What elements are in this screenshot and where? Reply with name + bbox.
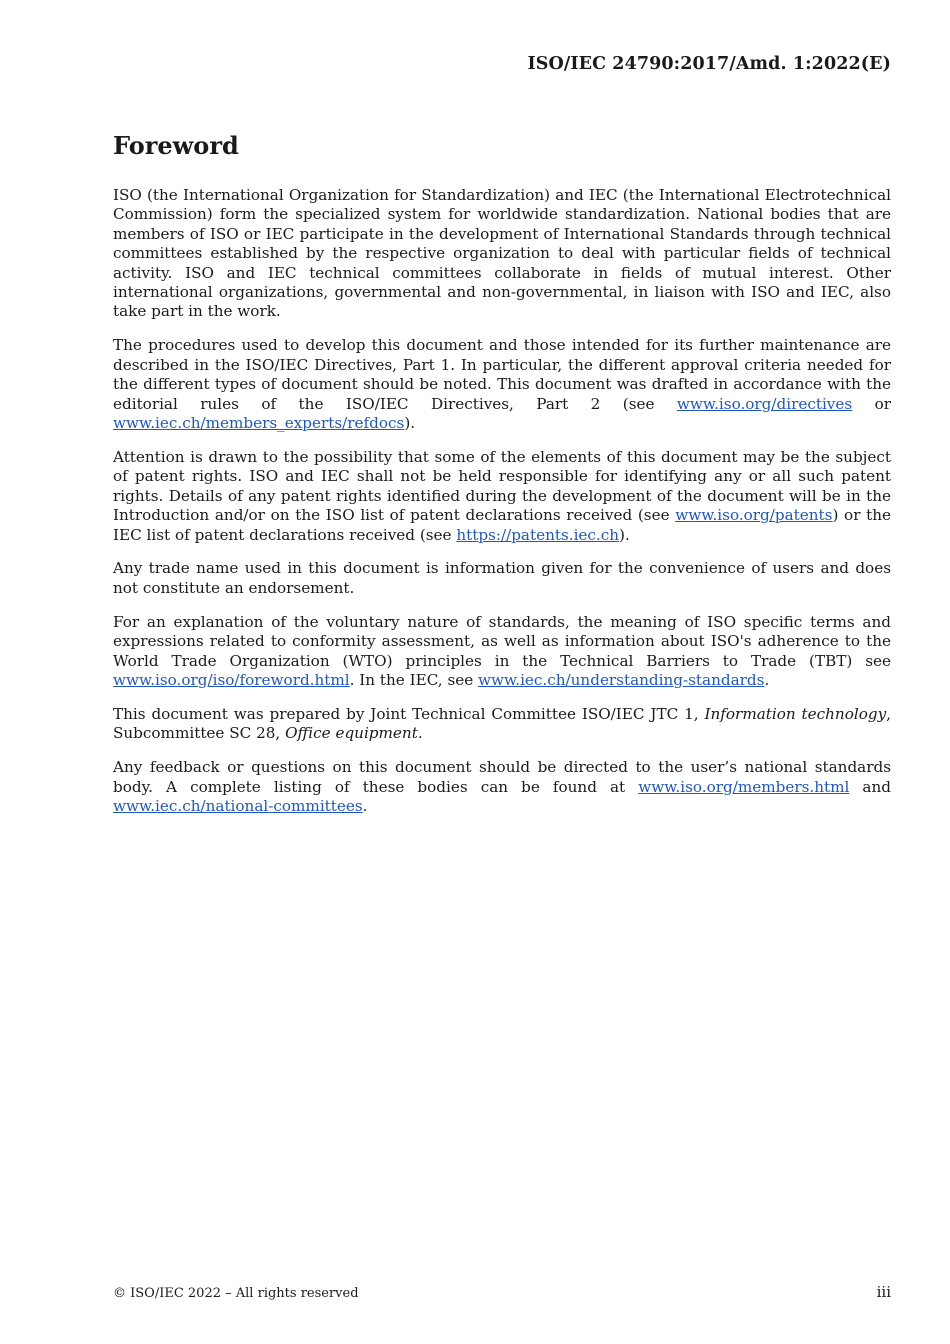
subcommittee-title: Office equipment (285, 724, 418, 743)
paragraph-text: The procedures used to develop this document and those intended for its further maintenance are described in the ISO/IEC Directives, Part 1. In particular, the different approval criteria needed for the different types of document should be noted. This document was drafted in accordance with the editorial rules of the ISO/IEC Directives, Part 2 (see (113, 336, 891, 413)
iso-foreword-link[interactable]: www.iso.org/iso/foreword.html (113, 670, 350, 689)
iec-national-committees-link[interactable]: www.iec.ch/national-committees (113, 796, 363, 815)
paragraph-trade-name (113, 559, 891, 598)
page-title: Foreword (113, 131, 239, 160)
paragraph-text: Any trade name used in this document is information given for the convenience of users and does not constitute an endorsement. (113, 559, 891, 597)
paragraph-text: . (764, 670, 770, 689)
paragraph-text: or (852, 394, 891, 413)
iso-patents-link[interactable]: www.iso.org/patents (675, 506, 833, 525)
paragraph-text: . In the IEC, see (349, 670, 479, 689)
page-number: iii (876, 1283, 891, 1301)
paragraph-text: . (362, 796, 368, 815)
paragraph-text: ). (404, 413, 416, 432)
iso-directives-link[interactable]: www.iso.org/directives (676, 394, 853, 413)
paragraph-text: Any feedback or questions on this document should be directed to the user’s national standards body. A complete listing of these bodies can be found at (113, 758, 891, 796)
paragraph-text: ). (619, 525, 630, 544)
paragraph-voluntary-nature (113, 613, 891, 691)
paragraph-text: and (849, 777, 891, 796)
paragraph-patents (113, 448, 891, 545)
paragraph-text: . (417, 724, 423, 743)
iec-patents-link[interactable]: https://patents.iec.ch (456, 525, 620, 544)
paragraph-text: , Subcommittee SC 28, (113, 704, 891, 743)
paragraph-feedback (113, 758, 891, 816)
copyright-notice: © ISO/IEC 2022 – All rights reserved (113, 1286, 359, 1301)
iec-refdocs-link[interactable]: www.iec.ch/members_experts/refdocs (113, 413, 405, 432)
paragraph-iso-iec-intro (113, 186, 891, 322)
paragraph-text: ) or the IEC list of patent declarations received (see (113, 506, 892, 544)
paragraph-text: This document was prepared by Joint Technical Committee ISO/IEC JTC 1, (113, 704, 705, 723)
committee-title: Information technology (704, 704, 887, 723)
paragraph-committee (113, 705, 891, 744)
foreword-body (113, 186, 891, 831)
iec-understanding-standards-link[interactable]: www.iec.ch/understanding-standards (478, 670, 765, 689)
document-reference: ISO/IEC 24790:2017/Amd. 1:2022(E) (527, 54, 891, 74)
paragraph-procedures (113, 336, 891, 433)
paragraph-text: Attention is drawn to the possibility that some of the elements of this document may be the subject of patent rights. ISO and IEC shall not be held responsible for identifying any or all such patent rights. Details of any patent rights identified during the development of the document will be in the Introduction and/or on the ISO list of patent declarations received (see (113, 447, 891, 525)
iso-members-link[interactable]: www.iso.org/members.html (638, 777, 850, 796)
paragraph-text: For an explanation of the voluntary nature of standards, the meaning of ISO specific terms and expressions related to conformity assessment, as well as information about ISO's adherence to the World Trade Organization (WTO) principles in the Technical Barriers to Trade (TBT) see (113, 612, 891, 670)
paragraph-text: ISO (the International Organization for Standardization) and IEC (the International Electrotechnical Commission) form the specialized system for worldwide standardization. National bodies that are members of ISO or IEC participate in the development of International Standards through technical committees established by the respective organization to deal with particular fields of technical activity. ISO and IEC technical committees collaborate in fields of mutual interest. Other international organizations, governmental and non-governmental, in liaison with ISO and IEC, also take part in the work. (113, 186, 891, 321)
